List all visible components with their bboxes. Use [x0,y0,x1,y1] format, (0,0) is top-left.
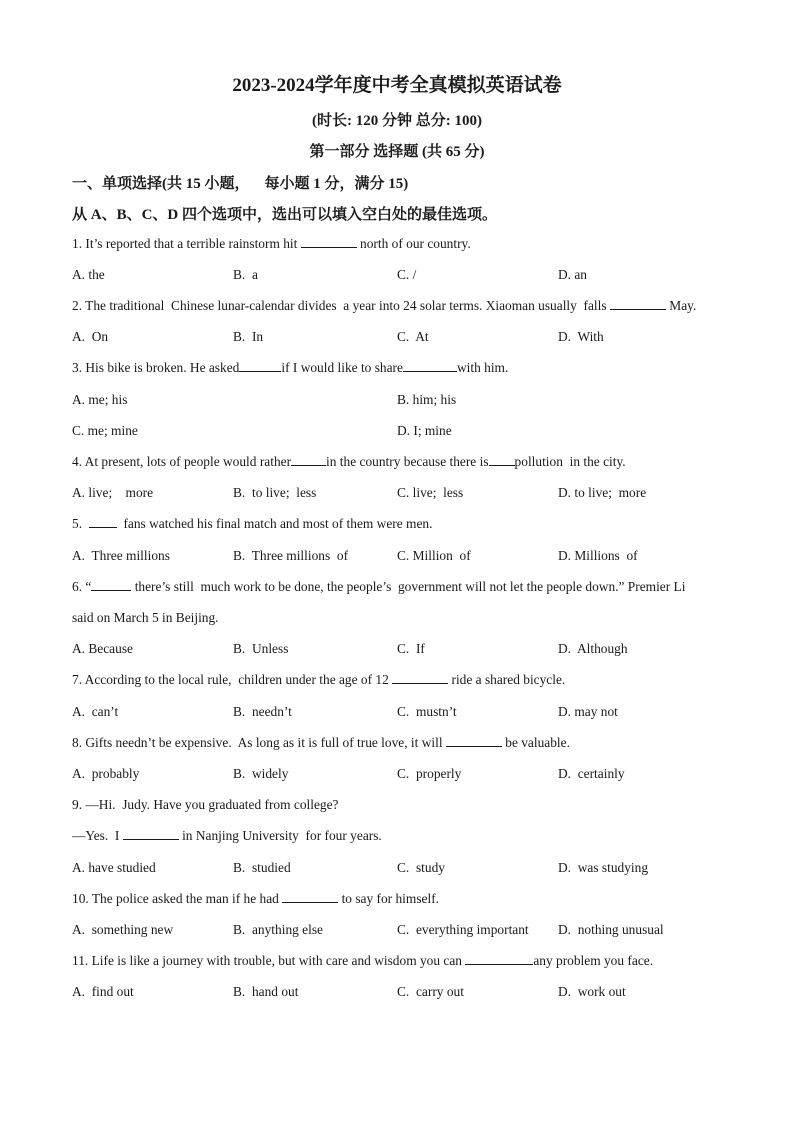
answer-blank [465,952,533,965]
q1-option-a: A. the [72,267,105,282]
question-1: 1. It’s reported that a terrible rainstorm hit north of our country. [72,236,471,251]
question-5: 5. fans watched his final match and most of them were men. [72,516,433,531]
answer-blank [301,235,357,248]
answer-blank [392,671,448,684]
q2-option-b: B. In [233,329,264,344]
q2-option-a: A. On [72,329,109,344]
q9-option-c: C. study [397,860,445,875]
q9-option-b: B. studied [233,860,291,875]
question-9-reply: —Yes. I in Nanjing University for four years. [72,828,382,843]
answer-blank [91,578,131,591]
q8-option-b: B. widely [233,766,289,781]
q11-option-d: D. work out [558,984,626,999]
q7-option-b: B. needn’t [233,704,292,719]
section-heading: 一、单项选择(共 15 小题， 每小题 1 分，满分 15) [72,176,409,192]
q5-option-b: B. Three millions of [233,548,349,563]
q6-option-d: D. Although [558,641,628,656]
q11-option-a: A. find out [72,984,134,999]
question-11: 11. Life is like a journey with trouble, but with care and wisdom you can any problem you face. [72,953,654,968]
question-8: 8. Gifts needn’t be expensive. As long as it is full of true love, it will be valuable. [72,735,570,750]
q5-option-d: D. Millions of [558,548,638,563]
q2-option-d: D. With [558,329,604,344]
q6-option-c: C. If [397,641,425,656]
question-9: 9. —Hi. Judy. Have you graduated from college? [72,797,339,812]
question-3: 3. His bike is broken. He asked if I would like to share with him. [72,360,509,375]
q8-option-c: C. properly [397,766,462,781]
q7-option-a: A. can’t [72,704,119,719]
q6-option-a: A. Because [72,641,133,656]
q3-option-d: D. I; mine [397,423,452,438]
answer-blank [291,453,326,466]
q6-option-b: B. Unless [233,641,289,656]
q7-option-d: D. may not [558,704,618,719]
answer-blank [89,515,117,528]
q11-option-b: B. hand out [233,984,299,999]
question-4: 4. At present, lots of people would rather in the country because there is pollution in the city. [72,454,626,469]
q4-option-a: A. live; more [72,485,154,500]
q4-option-c: C. live; less [397,485,464,500]
answer-blank [282,890,338,903]
question-6-continued: said on March 5 in Beijing. [72,610,219,625]
question-7: 7. According to the local rule, children under the age of 12 ride a shared bicycle. [72,672,566,687]
q3-option-b: B. him; his [397,392,457,407]
question-10: 10. The police asked the man if he had to say for himself. [72,891,440,906]
q10-option-c: C. everything important [397,922,529,937]
question-6: 6. “ there’s still much work to be done, the people’s government will not let the people down.” Premier Li [72,579,686,594]
exam-duration-score: (时长: 120 分钟 总分: 100) [312,113,482,129]
answer-blank [489,453,515,466]
q5-option-a: A. Three millions [72,548,170,563]
q10-option-a: A. something new [72,922,174,937]
question-2: 2. The traditional Chinese lunar-calendar divides a year into 24 solar terms. Xiaoman usually falls May. [72,298,697,313]
q8-option-d: D. certainly [558,766,625,781]
q4-option-d: D. to live; more [558,485,647,500]
q2-option-c: C. At [397,329,429,344]
answer-blank [446,734,502,747]
section-instruction: 从 A、B、C、D 四个选项中，选出可以填入空白处的最佳选项。 [72,207,498,223]
q3-option-c: C. me; mine [72,423,138,438]
q11-option-c: C. carry out [397,984,464,999]
answer-blank [610,297,666,310]
answer-blank [239,359,281,372]
q8-option-a: A. probably [72,766,140,781]
q4-option-b: B. to live; less [233,485,317,500]
q10-option-d: D. nothing unusual [558,922,664,937]
q10-option-b: B. anything else [233,922,324,937]
q1-option-c: C. / [397,267,417,282]
q7-option-c: C. mustn’t [397,704,457,719]
q9-option-d: D. was studying [558,860,649,875]
q1-option-d: D. an [558,267,588,282]
q9-option-a: A. have studied [72,860,156,875]
q3-option-a: A. me; his [72,392,128,407]
q1-option-b: B. a [233,267,258,282]
answer-blank [403,359,457,372]
answer-blank [123,827,179,840]
q5-option-c: C. Million of [397,548,471,563]
part-heading: 第一部分 选择题 (共 65 分) [309,144,485,160]
exam-title: 2023-2024学年度中考全真模拟英语试卷 [232,75,562,96]
